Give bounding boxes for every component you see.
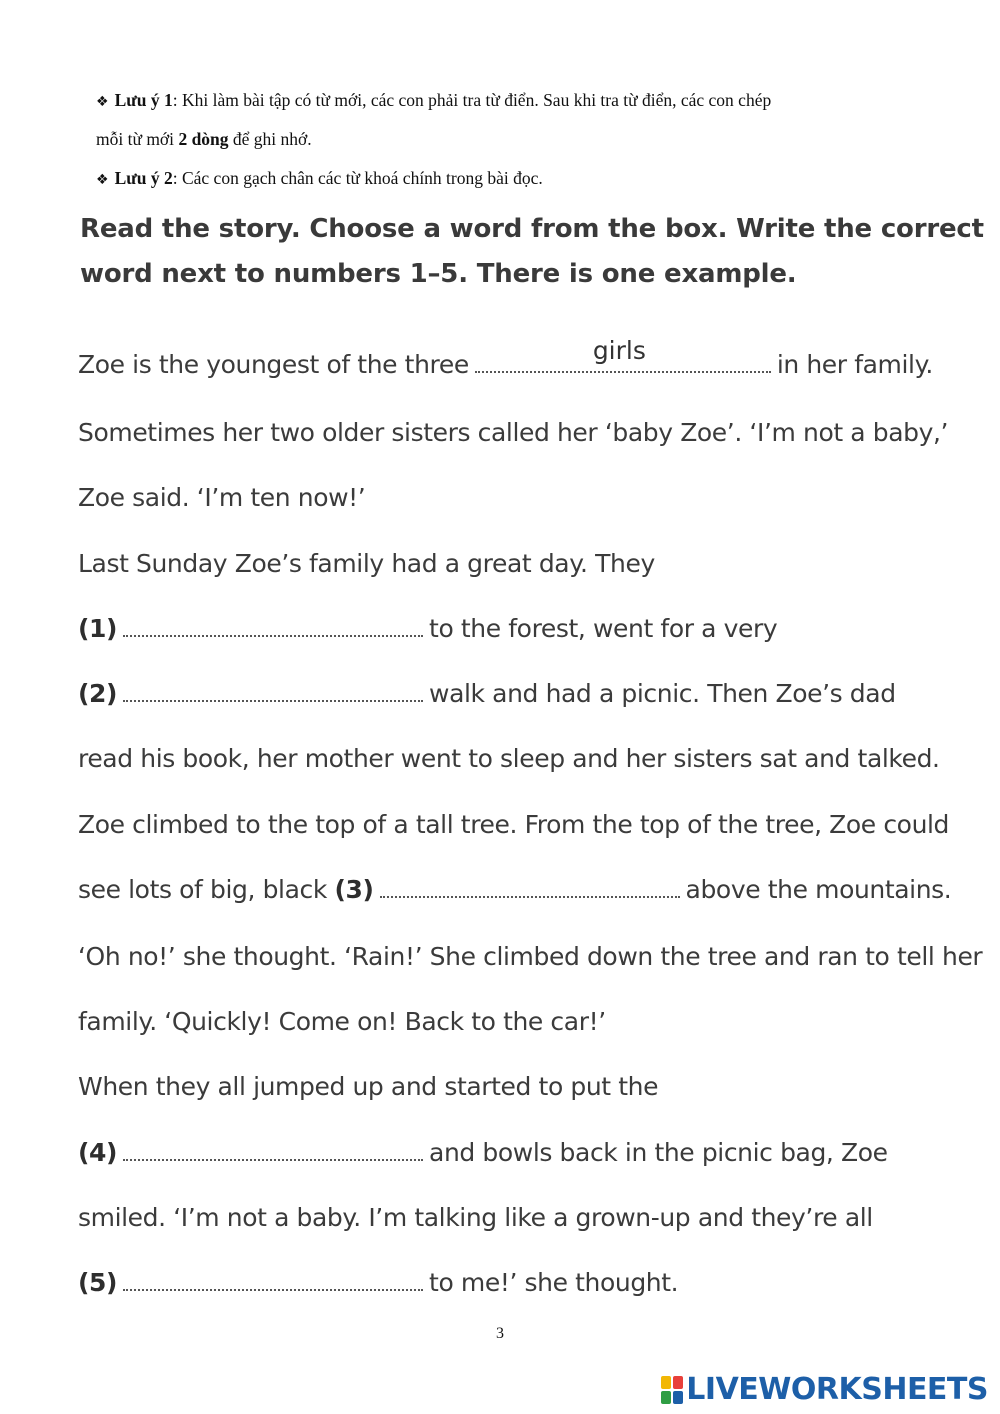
logo-square — [661, 1376, 671, 1389]
note-1-text-b: mỗi từ mới — [96, 129, 179, 149]
story-text: and bowls back in the picnic bag, Zoe — [429, 1138, 888, 1167]
answer-blank-5[interactable] — [123, 1269, 423, 1291]
story-text: walk and had a picnic. Then Zoe’s dad — [429, 679, 896, 708]
story-line-12: When they all jumped up and started to put the — [78, 1072, 659, 1101]
story-line-3: Zoe said. ‘I’m ten now!’ — [78, 483, 366, 512]
note-1-text: : Khi làm bài tập có từ mới, các con phải tra từ điển. Sau khi tra từ điển, các con chép — [172, 90, 772, 110]
question-number-5: (5) — [78, 1268, 118, 1297]
diamond-bullet-icon: ❖ — [96, 172, 109, 188]
story-line-5 — [78, 614, 777, 643]
story-line-4: Last Sunday Zoe’s family had a great day. They — [78, 549, 655, 578]
example-blank — [475, 336, 771, 373]
note-1-bold-count: 2 dòng — [178, 129, 229, 149]
story-line-6 — [78, 679, 896, 708]
story-line-2: Sometimes her two older sisters called her ‘baby Zoe’. ‘I’m not a baby,’ — [78, 418, 949, 447]
note-1-text-c: để ghi nhớ. — [228, 129, 312, 149]
story-line-13 — [78, 1138, 888, 1167]
answer-blank-4[interactable] — [123, 1139, 423, 1161]
question-number-4: (4) — [78, 1138, 118, 1167]
story-line-7: read his book, her mother went to sleep and her sisters sat and talked. — [78, 744, 940, 773]
logo-mark-icon — [661, 1376, 683, 1404]
instruction-line-1: Read the story. Choose a word from the box. Write the correct — [80, 214, 984, 244]
question-number-2: (2) — [78, 679, 118, 708]
answer-blank-1[interactable] — [123, 615, 423, 637]
note-1-label: Lưu ý 1 — [114, 90, 173, 110]
answer-blank-3[interactable] — [380, 876, 680, 898]
diamond-bullet-icon: ❖ — [96, 94, 109, 110]
story-text: in her family. — [776, 350, 933, 379]
question-number-3: (3) — [334, 875, 374, 904]
brand-name: LIVEWORKSHEETS — [686, 1372, 988, 1407]
note-2 — [96, 168, 543, 189]
instruction-line-2: word next to numbers 1–5. There is one example. — [80, 259, 797, 289]
story-line-10: ‘Oh no!’ she thought. ‘Rain!’ She climbed down the tree and ran to tell her — [78, 942, 983, 971]
story-text: to me!’ she thought. — [429, 1268, 679, 1297]
story-line-9 — [78, 875, 951, 904]
story-line-11: family. ‘Quickly! Come on! Back to the car!’ — [78, 1007, 606, 1036]
answer-blank-2[interactable] — [123, 680, 423, 702]
note-1 — [96, 90, 771, 111]
story-line-15 — [78, 1268, 678, 1297]
logo-square — [673, 1376, 683, 1389]
liveworksheets-logo — [661, 1372, 988, 1407]
note-2-label: Lưu ý 2 — [114, 168, 173, 188]
story-line-14: smiled. ‘I’m not a baby. I’m talking like a grown-up and they’re all — [78, 1203, 873, 1232]
story-line-1 — [78, 336, 933, 379]
page-number: 3 — [496, 1325, 504, 1342]
note-2-text: : Các con gạch chân các từ khoá chính trong bài đọc. — [172, 168, 543, 188]
story-text: Zoe is the youngest of the three — [78, 350, 469, 379]
story-text: above the mountains. — [685, 875, 952, 904]
story-text: to the forest, went for a very — [429, 614, 778, 643]
question-number-1: (1) — [78, 614, 118, 643]
note-1-continued — [96, 129, 312, 150]
story-line-8: Zoe climbed to the top of a tall tree. From the top of the tree, Zoe could — [78, 810, 950, 839]
example-answer: girls — [592, 336, 646, 365]
logo-square — [661, 1391, 671, 1404]
story-text: see lots of big, black — [78, 875, 327, 904]
logo-square — [673, 1391, 683, 1404]
